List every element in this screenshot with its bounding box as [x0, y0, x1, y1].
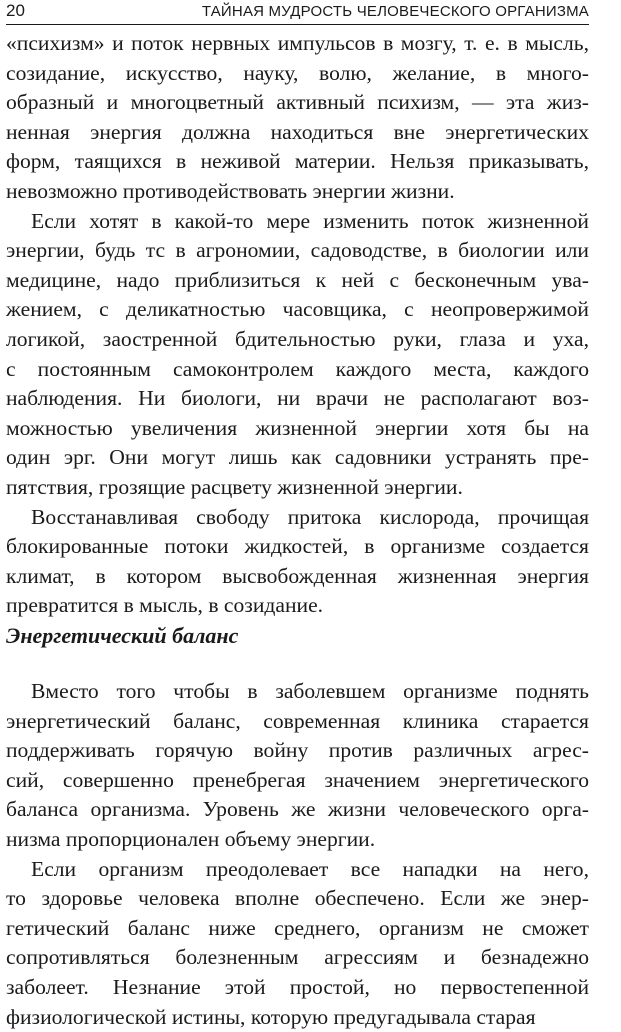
text-line: Восстанавливая свободу притока кислорода, прочищая [31, 504, 589, 529]
text-line: энергетический баланс, современная клиника старается [6, 708, 589, 733]
text-line: Если организм преодолевает все нападки на него, [31, 856, 589, 881]
text-line: форм, таящихся в неживой материи. Нельзя приказывать, [6, 149, 589, 174]
text-block-top [6, 29, 589, 621]
text-line: сий, совершенно пренебрегая значением энергетического [6, 767, 589, 792]
text-block-bottom [6, 677, 589, 1032]
page-number: 20 [6, 1, 25, 20]
text-line: превратится в мысль, в созидание. [6, 593, 324, 618]
running-head [6, 0, 589, 25]
text-line: физиологической истины, которую предугадывала старая [6, 1004, 536, 1029]
text-line: сопротивляться болезненным агрессиям и безнадежно [6, 945, 589, 970]
running-title: ТАЙНАЯ МУДРОСТЬ ЧЕЛОВЕЧЕСКОГО ОРГАНИЗМА [201, 3, 589, 20]
text-line: медицине, надо приблизиться к ней с бесконечным ува- [6, 267, 589, 292]
text-line: жением, с деликатностью часовщика, с неопровержимой [6, 297, 589, 322]
text-line: пятствия, грозящие расцвету жизненной энергии. [6, 474, 463, 499]
text-line: поддерживать горячую войну против различных агрес- [6, 738, 589, 763]
text-line: с постоянным самоконтролем каждого места, каждого [6, 356, 589, 381]
text-line: ненная энергия должна находиться вне энергетических [6, 119, 589, 144]
text-line: образный и многоцветный активный психизм, — эта жиз- [6, 90, 589, 115]
text-line: то здоровье человека вполне обеспечено. Если же энер- [6, 886, 589, 911]
text-line: климат, в котором высвобожденная жизненная энергия [6, 563, 589, 588]
paragraph [6, 503, 589, 621]
text-line: можностью увеличения жизненной энергии хотя бы на [6, 415, 589, 440]
text-line: один эрг. Они могут лишь как садовники устранять пре- [6, 445, 589, 470]
text-line: энергии, будь тс в агрономии, садоводстве, в биологии или [6, 238, 589, 263]
text-line: низма пропорционален объему энергии. [6, 826, 376, 851]
paragraph [6, 29, 589, 207]
text-line: Вместо того чтобы в заболевшем организме поднять [31, 679, 589, 703]
text-line: Если хотят в какой-то мере изменить поток жизненной [31, 208, 589, 233]
text-line: созидание, искусство, науку, волю, желание, в много- [6, 60, 589, 85]
paragraph [6, 677, 589, 855]
text-line: баланса организма. Уровень же жизни человеческого орга- [6, 797, 589, 822]
text-line: гетический баланс ниже среднего, организм не сможет [6, 915, 589, 940]
text-line: наблюдения. Ни биологи, ни врачи не располагают воз- [6, 386, 589, 411]
text-line: невозможно противодействовать энергии жизни. [6, 178, 455, 203]
text-line: логикой, заостренной бдительностью руки, глаза и уха, [6, 326, 589, 351]
text-line: заболеет. Незнание этой простой, но первостепенной [6, 974, 589, 999]
paragraph [6, 207, 589, 503]
paragraph [6, 855, 589, 1032]
text-line: «психизм» и поток нервных импульсов в мозгу, т. е. в мысль, [6, 31, 589, 55]
section-heading: Энергетический баланс [6, 623, 239, 648]
text-line: блокированные потоки жидкостей, в организме создается [6, 534, 589, 559]
